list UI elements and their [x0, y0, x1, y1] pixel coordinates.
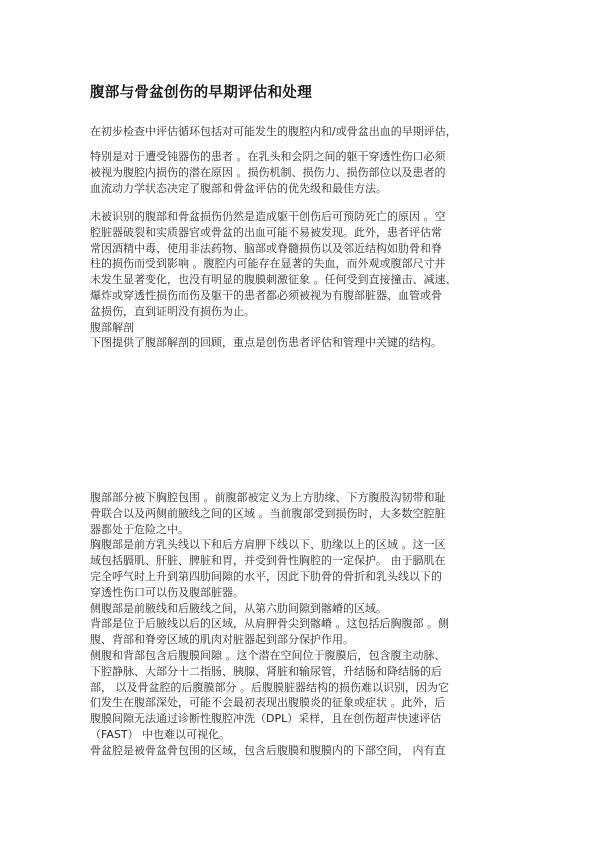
text-line: 穿透性伤口可以伤及腹部脏器。	[90, 585, 244, 599]
text-line: 域包括膈肌、肝脏、脾脏和胃，并受到骨性胸腔的一定保护。 由于膈肌在	[90, 554, 446, 568]
text-line: 特别是对于遭受钝器伤的患者 。在乳头和会阴之间的躯干穿透性伤口必须	[90, 150, 446, 163]
text-line: 下图提供了腹部解剖的回顾，重点是创伤患者评估和管理中关键的结构。	[90, 336, 442, 350]
text-line: 腹膜间隙无法通过诊断性腹腔冲洗（DPL）采样，且在创伤超声快速评估	[90, 712, 442, 726]
intro-paragraph-continued	[90, 149, 505, 196]
text-line: 胸腹部是前方乳头线以下和后方肩胛下线以下、肋缘以上的区域 。这一区	[90, 538, 446, 552]
text-line: 器都处于危险之中。	[90, 522, 189, 536]
figure-placeholder	[90, 352, 505, 487]
text-line: 爆炸或穿透性损伤而伤及躯干的患者都必须被视为有腹部脏器、血管或骨	[90, 288, 442, 302]
text-line: 柱的损伤而受到影响 。腹腔内可能存在显著的失血，而外观或腹部尺寸并	[90, 257, 446, 271]
undetected-injuries-paragraph	[90, 209, 505, 351]
text-line: （FAST） 中也难以可视化。	[90, 727, 231, 741]
text-line: 在初步检查中评估循环包括对可能发生的腹腔内和/或骨盆出血的早期评估，	[90, 125, 457, 138]
text-line: 背部是位于后腋线以后的区域，从肩胛骨尖到髂嵴 。这包括后胸腹部 。侧	[90, 617, 449, 631]
text-line: 部， 以及骨盆腔的后腹膜部分 。后腹膜脏器结构的损伤难以识别，因为它	[90, 680, 449, 694]
text-line: 骨盆腔是被骨盆骨包围的区域，包含后腹膜和腹膜内的下部空间， 内有直	[90, 743, 446, 757]
section-heading: 腹部解剖	[90, 320, 134, 334]
text-line: 骨联合以及两侧前腋线之间的区域 。当前腹部受到损伤时，大多数空腔脏	[90, 506, 446, 520]
text-line: 腹部部分被下胸腔包围 。前腹部被定义为上方肋缘、下方腹股沟韧带和耻	[90, 491, 446, 504]
text-line: 未发生显著变化，也没有明显的腹膜刺激征象 。任何受到直接撞击、减速、	[90, 273, 457, 287]
text-line: 被视为腹腔内损伤的潜在原因 。损伤机制、损伤力、损伤部位以及患者的	[90, 165, 446, 179]
page-title: 腹部与骨盆创伤的早期评估和处理	[90, 85, 312, 101]
text-line: 盆损伤，直到证明没有损伤为止。	[90, 304, 255, 318]
text-line: 下腔静脉、大部分十二指肠、胰腺、肾脏和输尿管，升结肠和降结肠的后	[90, 664, 442, 678]
abdominal-regions-paragraphs	[90, 490, 505, 759]
text-line: 们发生在腹部深处，可能不会最初表现出腹膜炎的征象或症状 。此外，后	[90, 696, 446, 710]
text-line: 完全呼气时上升到第四肋间隙的水平，因此下肋骨的骨折和乳头线以下的	[90, 569, 442, 583]
text-line: 未被识别的腹部和骨盆损伤仍然是造成躯干创伤后可预防死亡的原因 。空	[90, 210, 446, 223]
text-line: 腹、背部和脊旁区域的肌肉对脏器起到部分保护作用。	[90, 633, 354, 647]
intro-paragraph	[90, 124, 505, 140]
text-line: 侧腹和背部包含后腹膜间隙 。这个潜在空间位于腹膜后，包含腹主动脉、	[90, 648, 446, 662]
text-line: 腔脏器破裂和实质器官或骨盆的出血可能不易被发现。此外，患者评估常	[90, 225, 442, 239]
text-line: 常因酒精中毒、使用非法药物、脑部或脊髓损伤以及邻近结构如肋骨和脊	[90, 241, 442, 255]
text-line: 血流动力学状态决定了腹部和骨盆评估的优先级和最佳方法。	[90, 181, 387, 195]
text-line: 侧腹部是前腋线和后腋线之间，从第六肋间隙到髂嵴的区域。	[90, 601, 387, 615]
